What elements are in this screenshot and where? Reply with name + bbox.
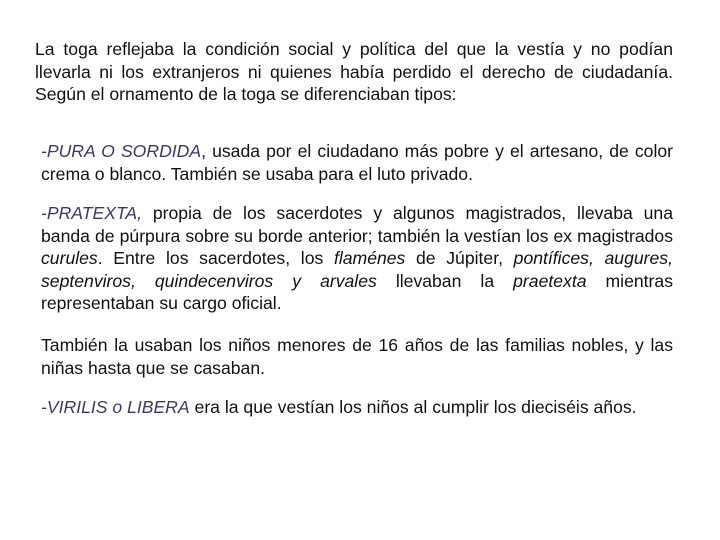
pratexta-text-3: de Júpiter, xyxy=(405,248,514,268)
intro-paragraph: La toga reflejaba la condición social y política del que la vestía y no podían llevarla ni los extranjeros ni quienes había perdido el derecho de ciudadanía. Según el ornamento de la toga se diferenciaban tipos: xyxy=(35,39,673,104)
pratexta-text-2: . Entre los sacerdotes, los xyxy=(97,248,334,268)
virilis-text: era la que vestían los niños al cumplir los dieciséis años. xyxy=(189,397,637,417)
flamines-term: flaménes xyxy=(333,248,406,268)
pura-text: , usada por el ciudadano más pobre y el artesano, de color crema o blanco. También se usaba para el luto privado. xyxy=(41,141,673,184)
priests-list: pontífices, augures, septenviros, quindecenviros y arvales xyxy=(41,248,673,291)
pratexta-term: -PRATEXTA, xyxy=(41,203,143,223)
ninos-paragraph: También la usaban los niños menores de 16 años de las familias nobles, y las niñas hasta que se casaban. xyxy=(41,335,673,378)
curules-term: curules xyxy=(41,248,98,268)
pura-paragraph xyxy=(41,140,673,185)
pratexta-text-5: mientras representaban su cargo oficial. xyxy=(41,270,673,313)
virilis-term: -VIRILIS o LIBERA xyxy=(41,397,190,417)
pratexta-text-1: propia de los sacerdotes y algunos magistrados, llevaba una banda de púrpura sobre su borde anterior; también la vestían los ex magistrados xyxy=(41,203,673,246)
pratexta-text-4: llevaban la xyxy=(376,270,514,291)
praetexta-term: praetexta xyxy=(513,270,587,291)
pratexta-paragraph xyxy=(41,202,673,315)
pura-term: -PURA O SORDIDA xyxy=(41,141,202,161)
virilis-paragraph xyxy=(41,396,673,419)
